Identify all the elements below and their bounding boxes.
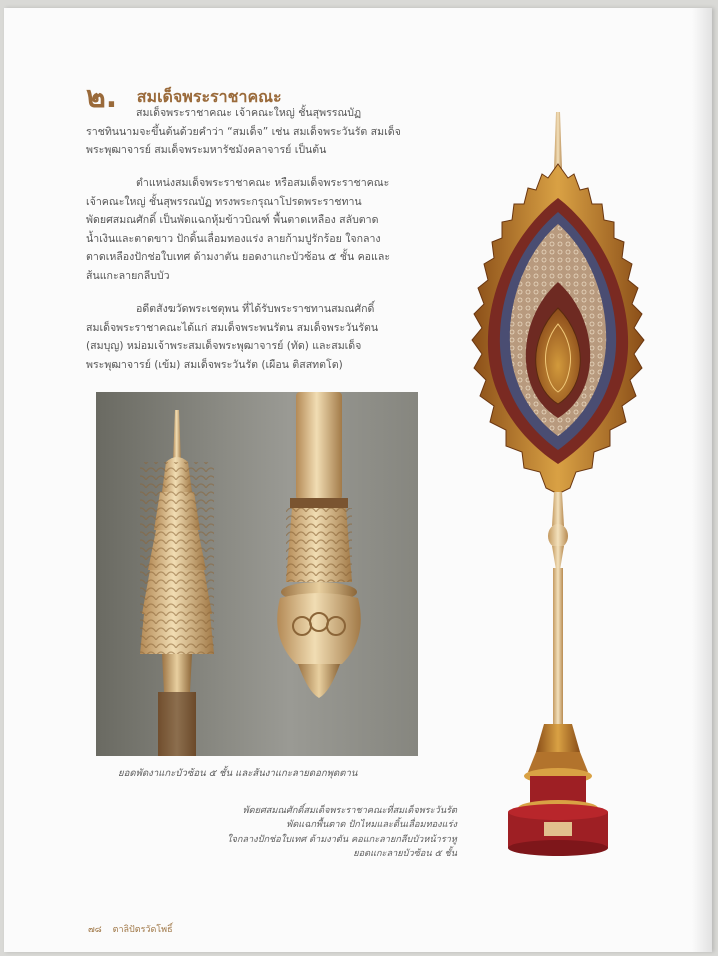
caption-line: พัดยศสมณศักดิ์สมเด็จพระราชาคณะที่สมเด็จพระวันรัต [242, 805, 457, 816]
paragraph-line: เจ้าคณะใหญ่ ชั้นสุพรรณบัฏ ทรงพระกรุณาโปรดพระราชทาน [86, 195, 362, 208]
paragraph-1 [86, 104, 426, 160]
section-title: สมเด็จพระราชาคณะ [136, 87, 282, 106]
paragraph-line: สมเด็จพระราชาคณะได้แก่ สมเด็จพระพนรัตน สมเด็จพระวันรัตน [86, 321, 379, 334]
paragraph-line: พระพุฒาจารย์ (เข้ม) สมเด็จพระวันรัต (เผือน ติสสทตโต) [86, 358, 343, 371]
paragraph-line: ส้นแกะลายกลีบบัว [86, 269, 170, 282]
caption-line: ยอดแกะลายบัวซ้อน ๕ ชั้น [353, 848, 457, 860]
paragraph-line: ตำแหน่งสมเด็จพระราชาคณะ หรือสมเด็จพระราชาคณะ [136, 177, 390, 189]
caption-line: พัดแฉกพื้นตาด ปักไหมและดิ้นเลื่อมทองแร่ง [286, 819, 457, 831]
paragraph-line: พัดยศสมณศักดิ์ เป็นพัดแฉกหุ้มข้าวบิณฑ์ พื้นตาดเหลือง สลับตาด [86, 214, 379, 227]
ceremonial-fan-image [452, 112, 672, 872]
finial-carving [140, 410, 214, 756]
section-number: ๒. [86, 80, 118, 115]
caption-line: ใจกลางปักช่อใบเทศ ด้ามงาตัน คอแกะลายกลีบบัวหน้าราหู [226, 833, 457, 845]
handle-base-carving [277, 392, 361, 698]
running-title: ตาลิปัตรวัดโพธิ์ [112, 925, 173, 935]
paragraph-line: สมเด็จพระราชาคณะ เจ้าคณะใหญ่ ชั้นสุพรรณบัฏ [136, 107, 362, 119]
paragraph-line: อดีตสังฆวัดพระเชตุพน ที่ได้รับพระราชทานสมณศักดิ์ [136, 303, 375, 315]
book-page [4, 8, 712, 952]
paragraph-line: น้ำเงินและตาดขาว ปักดิ้นเลื่อมทองแร่ง ลายก้ามปูรักร้อย ใจกลาง [86, 232, 381, 245]
page-number: ๗๘ [88, 925, 102, 935]
paragraph-line: (สมบุญ) หม่อมเจ้าพระสมเด็จพระพุฒาจารย์ (ทัด) และสมเด็จ [86, 340, 362, 353]
paragraph-line: พระพุฒาจารย์ สมเด็จพระมหารัชมังคลาจารย์ เป็นต้น [86, 144, 327, 157]
fan-caption [227, 804, 457, 862]
fan-tip [554, 112, 562, 170]
fan-stand [508, 724, 608, 856]
photo-caption: ยอดพัดงาแกะบัวซ้อน ๕ ชั้น และส้นงาแกะลายดอกพุดตาน [118, 768, 358, 779]
paragraph-line: ราชทินนามจะขึ้นต้นด้วยคำว่า “สมเด็จ” เช่น สมเด็จพระวันรัต สมเด็จ [86, 125, 401, 138]
fan-handle [553, 568, 563, 724]
paragraph-line: ตาดเหลืองปักช่อใบเทศ ด้ามงาตัน ยอดงาแกะบัวซ้อน ๕ ชั้น คอและ [86, 251, 391, 264]
paragraph-3 [86, 300, 426, 374]
ivory-detail-photo [96, 392, 418, 756]
page-spine-shadow [692, 8, 712, 952]
page-footer [88, 922, 173, 936]
paragraph-2 [86, 174, 426, 286]
